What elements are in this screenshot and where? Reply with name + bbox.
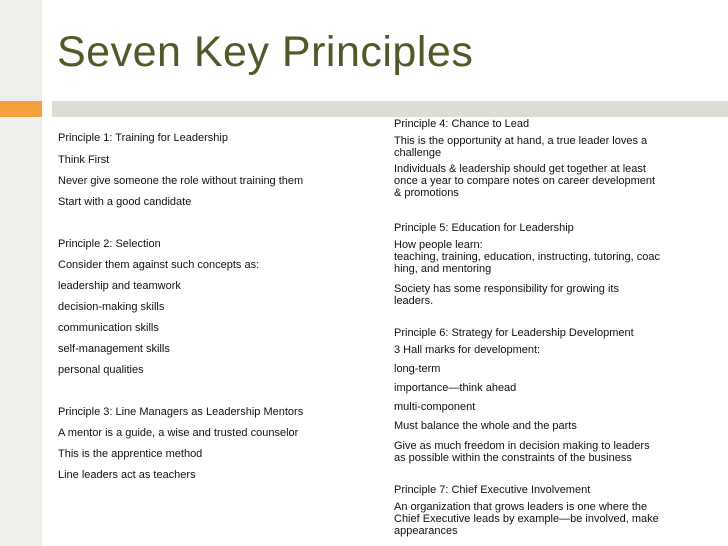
principle-3-item: This is the apprentice method [58, 448, 203, 460]
principle-6-intro: 3 Hall marks for development: [394, 344, 541, 356]
principle-1-item: Think First [58, 154, 110, 166]
principle-4-item-line: Individuals & leadership should get together at least [394, 163, 646, 175]
principle-1-heading: Principle 1: Training for Leadership [58, 132, 228, 144]
slide-title: Seven Key Principles [57, 28, 474, 76]
principle-4-item-line: & promotions [394, 187, 459, 199]
principle-3-item: Line leaders act as teachers [58, 469, 196, 481]
principle-5-item-line: leaders. [394, 295, 434, 307]
principle-4-item-line: once a year to compare notes on career development [394, 175, 656, 187]
title-divider-bar [52, 101, 728, 117]
orange-accent-block [0, 101, 42, 117]
principle-2-subitem: personal qualities [58, 364, 144, 376]
principle-5-item-line: teaching, training, education, instructing, tutoring, coac [394, 251, 660, 263]
principle-2-heading: Principle 2: Selection [58, 238, 161, 250]
principle-2-subitem: self-management skills [58, 343, 170, 355]
principle-6-item-line: Give as much freedom in decision making to leaders [394, 440, 650, 452]
principle-4-heading: Principle 4: Chance to Lead [394, 118, 530, 130]
principle-6-heading: Principle 6: Strategy for Leadership Development [394, 327, 634, 339]
principle-4-item-line: challenge [394, 147, 442, 159]
principle-7-item-line: appearances [394, 525, 458, 537]
principle-2-subitem: decision-making skills [58, 301, 165, 313]
principle-5-item-line: hing, and mentoring [394, 263, 492, 275]
principle-5-item-line: How people learn: [394, 239, 483, 251]
left-decorative-bar [0, 0, 42, 546]
principle-5-item-line: Society has some responsibility for growing its [394, 283, 619, 295]
principle-6-item-line: Must balance the whole and the parts [394, 420, 577, 432]
principle-6-subitem: multi-component [394, 401, 476, 413]
principle-2-subitem: communication skills [58, 322, 159, 334]
principle-6-subitem: importance—think ahead [394, 382, 517, 394]
principle-7-item-line: Chief Executive leads by example—be involved, make [394, 513, 659, 525]
principle-7-heading: Principle 7: Chief Executive Involvement [394, 484, 591, 496]
principle-4-item-line: This is the opportunity at hand, a true leader loves a [394, 135, 648, 147]
principle-1-item: Start with a good candidate [58, 196, 192, 208]
principle-1-item: Never give someone the role without training them [58, 175, 304, 187]
principle-6-subitem: long-term [394, 363, 441, 375]
right-column [394, 118, 694, 537]
principle-5-heading: Principle 5: Education for Leadership [394, 222, 574, 234]
principle-2-subitem: leadership and teamwork [58, 280, 181, 292]
principle-3-item: A mentor is a guide, a wise and trusted counselor [58, 427, 299, 439]
principle-7-item-line: An organization that grows leaders is one where the [394, 501, 648, 513]
principle-6-item-line: as possible within the constraints of the business [394, 452, 632, 464]
principle-2-intro: Consider them against such concepts as: [58, 259, 260, 271]
principle-3-heading: Principle 3: Line Managers as Leadership Mentors [58, 406, 304, 418]
left-column [58, 132, 358, 481]
